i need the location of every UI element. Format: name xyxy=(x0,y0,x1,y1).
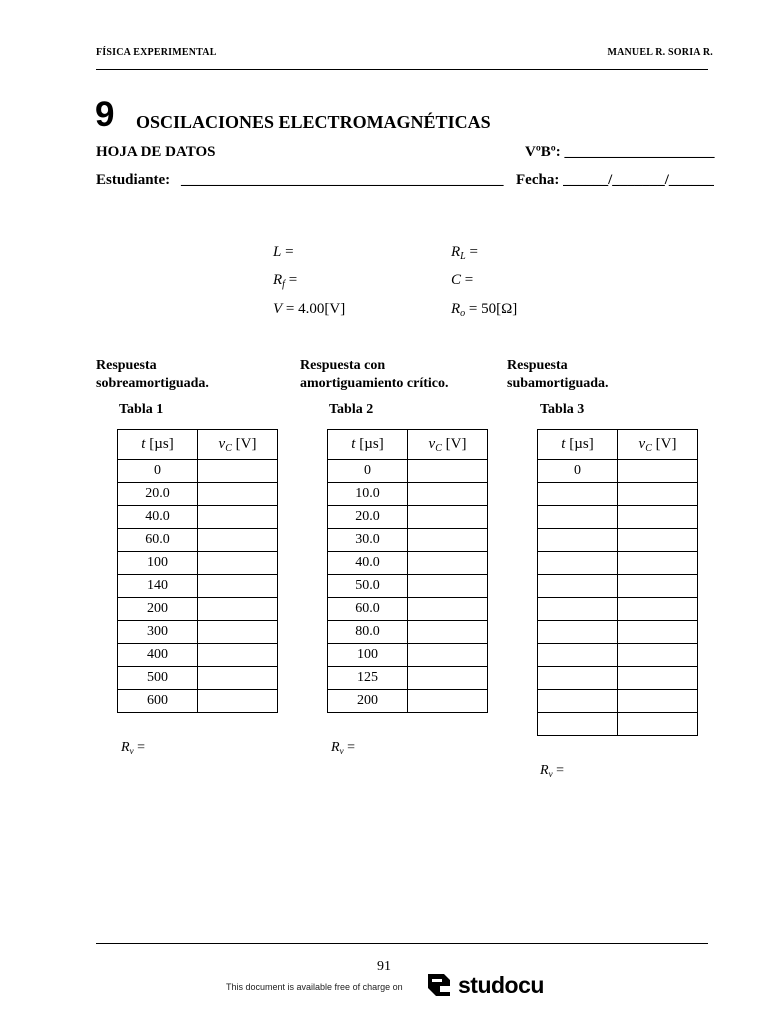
section-3-title xyxy=(507,357,609,393)
section-1-title-line1: Respuesta xyxy=(96,358,157,373)
time-cell: 40.0 xyxy=(328,552,408,575)
student-label: Estudiante: xyxy=(96,172,171,188)
date-field[interactable]: Fecha: ______/_______/______ xyxy=(516,172,714,188)
col-header-time xyxy=(328,430,408,460)
time-cell: 200 xyxy=(328,690,408,713)
col-header-voltage xyxy=(408,430,488,460)
time-cell: 140 xyxy=(118,575,198,598)
time-cell: 125 xyxy=(328,667,408,690)
param-V-symbol: V xyxy=(273,301,283,317)
col-voltage-sub: C xyxy=(225,443,232,454)
param-RL-sub: L xyxy=(460,251,466,262)
time-cell xyxy=(538,713,618,736)
time-cell: 30.0 xyxy=(328,529,408,552)
table-row xyxy=(538,598,698,621)
param-V-eq: = 4.00[V] xyxy=(282,301,346,317)
col-header-time xyxy=(118,430,198,460)
col-voltage-unit: [V] xyxy=(231,436,257,452)
data-table-1 xyxy=(117,429,278,713)
voltage-cell[interactable] xyxy=(408,644,488,667)
param-RL-eq: = xyxy=(465,244,478,260)
voltage-cell[interactable] xyxy=(198,506,278,529)
voltage-cell[interactable] xyxy=(198,529,278,552)
rv-3-eq: = xyxy=(552,763,564,778)
time-cell: 600 xyxy=(118,690,198,713)
time-cell: 0 xyxy=(538,460,618,483)
section-3-title-line1: Respuesta xyxy=(507,358,568,373)
param-Ro-symbol: R xyxy=(451,301,461,317)
param-L-symbol: L xyxy=(273,244,282,260)
table-row xyxy=(118,483,278,506)
vobo-field[interactable]: VºBº: ____________________ xyxy=(525,144,715,160)
student-field[interactable]: ___________________________________________ xyxy=(181,172,504,188)
time-cell: 200 xyxy=(118,598,198,621)
table-2-label: Tabla 2 xyxy=(329,402,374,417)
col-header-voltage xyxy=(618,430,698,460)
time-cell: 100 xyxy=(328,644,408,667)
time-cell: 500 xyxy=(118,667,198,690)
table-row xyxy=(118,529,278,552)
param-Ro-sub: o xyxy=(460,308,466,319)
table-row xyxy=(118,575,278,598)
param-Rf-sub: f xyxy=(282,279,285,290)
time-cell: 0 xyxy=(328,460,408,483)
table-header-row xyxy=(538,430,698,460)
section-2-title-line1: Respuesta con xyxy=(300,358,386,373)
rv-1-sub: v xyxy=(129,746,134,756)
sheet-title: HOJA DE DATOS xyxy=(96,144,216,160)
table-row xyxy=(118,506,278,529)
time-cell: 60.0 xyxy=(328,598,408,621)
table-row xyxy=(328,529,488,552)
header-left: FÍSICA EXPERIMENTAL xyxy=(96,47,217,58)
voltage-cell[interactable] xyxy=(618,598,698,621)
table-3-label: Tabla 3 xyxy=(540,402,585,417)
table-row xyxy=(328,690,488,713)
time-cell: 60.0 xyxy=(118,529,198,552)
rv-field-2[interactable] xyxy=(331,740,355,756)
voltage-cell[interactable] xyxy=(408,621,488,644)
rv-1-symbol: R xyxy=(121,740,130,755)
table-row xyxy=(538,690,698,713)
time-cell xyxy=(538,483,618,506)
rv-1-eq: = xyxy=(133,740,145,755)
chapter-title: OSCILACIONES ELECTROMAGNÉTICAS xyxy=(136,112,491,132)
voltage-cell[interactable] xyxy=(408,690,488,713)
section-3-title-line2: subamortiguada. xyxy=(507,376,609,391)
time-cell: 20.0 xyxy=(328,506,408,529)
table-row xyxy=(538,621,698,644)
col-header-time xyxy=(538,430,618,460)
table-row xyxy=(118,552,278,575)
data-table-2 xyxy=(327,429,488,713)
table-row xyxy=(328,575,488,598)
time-cell xyxy=(538,690,618,713)
header-right: MANUEL R. SORIA R. xyxy=(607,47,713,58)
rv-2-sub: v xyxy=(339,746,344,756)
col-time-unit: [µs] xyxy=(145,436,174,452)
rv-2-symbol: R xyxy=(331,740,340,755)
time-cell xyxy=(538,575,618,598)
time-cell xyxy=(538,506,618,529)
voltage-cell[interactable] xyxy=(198,552,278,575)
rv-field-1[interactable] xyxy=(121,740,145,756)
table-row xyxy=(538,667,698,690)
table-row xyxy=(118,644,278,667)
col-voltage-symbol: v xyxy=(638,436,646,452)
col-time-unit: [µs] xyxy=(565,436,594,452)
voltage-cell[interactable] xyxy=(198,483,278,506)
table-row xyxy=(328,552,488,575)
table-row xyxy=(328,644,488,667)
param-V xyxy=(273,301,345,318)
table-row xyxy=(538,575,698,598)
section-1-title-line2: sobreamortiguada. xyxy=(96,376,209,391)
data-table-3 xyxy=(537,429,698,736)
table-row xyxy=(118,621,278,644)
footer-rule xyxy=(96,943,708,944)
voltage-cell[interactable] xyxy=(408,667,488,690)
section-2-title xyxy=(300,357,449,393)
col-time-symbol: t xyxy=(351,436,356,452)
param-Ro xyxy=(451,301,517,318)
table-row xyxy=(118,690,278,713)
table-1-label: Tabla 1 xyxy=(119,402,164,417)
voltage-cell[interactable] xyxy=(198,644,278,667)
voltage-cell[interactable] xyxy=(408,529,488,552)
time-cell xyxy=(538,552,618,575)
table-row xyxy=(538,713,698,736)
section-1-title xyxy=(96,357,209,393)
param-Rf-eq: = xyxy=(284,272,298,288)
param-RL-symbol: R xyxy=(451,244,461,260)
time-cell xyxy=(538,621,618,644)
table-row xyxy=(538,460,698,483)
time-cell: 40.0 xyxy=(118,506,198,529)
voltage-cell[interactable] xyxy=(618,460,698,483)
table-row xyxy=(328,460,488,483)
rv-2-eq: = xyxy=(343,740,355,755)
table-row xyxy=(328,598,488,621)
voltage-cell[interactable] xyxy=(408,506,488,529)
table-row xyxy=(538,552,698,575)
table-row xyxy=(538,529,698,552)
time-cell: 300 xyxy=(118,621,198,644)
rv-3-sub: v xyxy=(548,769,553,779)
voltage-cell[interactable] xyxy=(408,598,488,621)
table-header-row xyxy=(118,430,278,460)
table-header-row xyxy=(328,430,488,460)
table-row xyxy=(328,621,488,644)
voltage-cell[interactable] xyxy=(618,621,698,644)
col-voltage-symbol: v xyxy=(428,436,436,452)
col-voltage-symbol: v xyxy=(218,436,226,452)
time-cell: 50.0 xyxy=(328,575,408,598)
param-Ro-eq: = 50[Ω] xyxy=(465,301,518,317)
param-C xyxy=(451,272,473,289)
table-row xyxy=(118,460,278,483)
studocu-logo-icon[interactable] xyxy=(424,970,454,1000)
col-time-symbol: t xyxy=(141,436,146,452)
voltage-cell[interactable] xyxy=(198,667,278,690)
col-voltage-unit: [V] xyxy=(441,436,467,452)
voltage-cell[interactable] xyxy=(618,483,698,506)
table-row xyxy=(118,667,278,690)
voltage-cell[interactable] xyxy=(198,575,278,598)
voltage-cell[interactable] xyxy=(618,575,698,598)
rv-field-3[interactable] xyxy=(540,763,564,779)
table-row xyxy=(118,598,278,621)
param-C-eq: = xyxy=(461,272,474,288)
page-number: 91 xyxy=(377,959,391,974)
time-cell xyxy=(538,529,618,552)
param-Rf-symbol: R xyxy=(273,272,283,288)
table-row xyxy=(538,506,698,529)
time-cell xyxy=(538,667,618,690)
time-cell: 400 xyxy=(118,644,198,667)
voltage-cell[interactable] xyxy=(198,460,278,483)
chapter-number: 9 xyxy=(95,95,115,134)
voltage-cell[interactable] xyxy=(198,598,278,621)
col-time-unit: [µs] xyxy=(355,436,384,452)
voltage-cell[interactable] xyxy=(198,690,278,713)
voltage-cell[interactable] xyxy=(618,506,698,529)
param-Rf xyxy=(273,272,297,289)
time-cell: 80.0 xyxy=(328,621,408,644)
section-2-title-line2: amortiguamiento crítico. xyxy=(300,376,449,391)
header-rule xyxy=(96,69,708,70)
voltage-cell[interactable] xyxy=(408,552,488,575)
time-cell xyxy=(538,598,618,621)
time-cell: 20.0 xyxy=(118,483,198,506)
col-voltage-unit: [V] xyxy=(651,436,677,452)
time-cell: 0 xyxy=(118,460,198,483)
time-cell: 100 xyxy=(118,552,198,575)
rv-3-symbol: R xyxy=(540,763,549,778)
param-L-eq: = xyxy=(281,244,294,260)
voltage-cell[interactable] xyxy=(618,552,698,575)
availability-text: This document is available free of charge on xyxy=(226,982,403,992)
table-row xyxy=(328,483,488,506)
table-row xyxy=(328,667,488,690)
col-time-symbol: t xyxy=(561,436,566,452)
col-header-voltage xyxy=(198,430,278,460)
time-cell xyxy=(538,644,618,667)
param-L xyxy=(273,244,294,261)
table-row xyxy=(538,644,698,667)
col-voltage-sub: C xyxy=(435,443,442,454)
param-C-symbol: C xyxy=(451,272,462,288)
param-RL xyxy=(451,244,478,261)
voltage-cell[interactable] xyxy=(408,483,488,506)
voltage-cell[interactable] xyxy=(618,529,698,552)
col-voltage-sub: C xyxy=(645,443,652,454)
table-row xyxy=(328,506,488,529)
voltage-cell[interactable] xyxy=(618,667,698,690)
table-row xyxy=(538,483,698,506)
voltage-cell[interactable] xyxy=(618,713,698,736)
time-cell: 10.0 xyxy=(328,483,408,506)
voltage-cell[interactable] xyxy=(618,690,698,713)
studocu-brand[interactable]: studocu xyxy=(458,972,544,998)
voltage-cell[interactable] xyxy=(408,575,488,598)
voltage-cell[interactable] xyxy=(618,644,698,667)
voltage-cell[interactable] xyxy=(198,621,278,644)
voltage-cell[interactable] xyxy=(408,460,488,483)
